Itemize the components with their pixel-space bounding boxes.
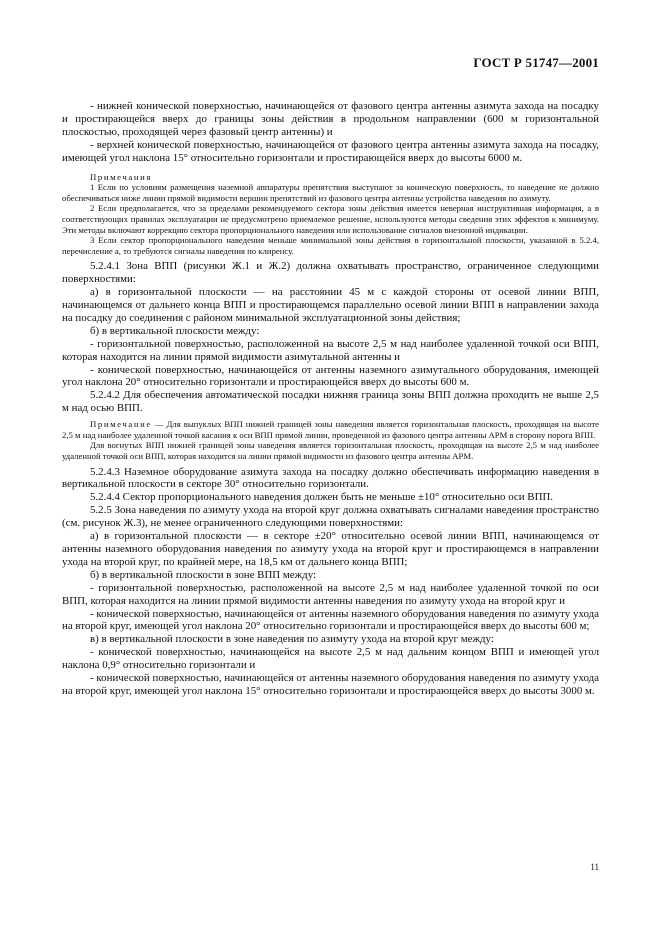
- document-code: ГОСТ Р 51747—2001: [473, 55, 599, 70]
- paragraph: б) в вертикальной плоскости между:: [90, 324, 260, 337]
- paragraph: - горизонтальной поверхностью, расположенной на высоте 2,5 м над наиболее удаленной точкой оси ВПП, которая находится на линии прямой видимости азимутальной антенны и: [62, 337, 599, 363]
- paragraph: - конической поверхностью, начинающейся от антенны наземного оборудования наведения по азимуту ухода на второй круг, имеющей угол наклона 20° относительно горизонтали и простирающейся вверх до высоты 600 м;: [62, 607, 599, 633]
- note-label: Примечание: [90, 419, 152, 430]
- paragraph: б) в вертикальной плоскости в зоне ВПП между:: [90, 568, 317, 581]
- paragraph: 5.2.4.2 Для обеспечения автоматической посадки нижняя граница зоны ВПП должна проходить не выше 2,5 м над осью ВПП.: [62, 389, 599, 415]
- notes-heading: Примечания: [90, 171, 152, 182]
- paragraph: 5.2.5 Зона наведения по азимуту ухода на второй круг должна охватывать сигналами наведения пространство (см. рисунок Ж.3), не менее ограниченного следующими поверхностями:: [62, 504, 599, 530]
- paragraph: в) в вертикальной плоскости в зоне наведения по азимуту ухода на второй круг между:: [90, 633, 494, 646]
- page-body: [62, 100, 599, 698]
- paragraph: - конической поверхностью, начинающейся от антенны наземного азимутального оборудования, имеющей угол наклона 20° относительно горизонтали и простирающейся вверх до высоты 600 м.: [62, 363, 599, 389]
- paragraph: - нижней конической поверхностью, начинающейся от фазового центра антенны азимута захода на посадку и простирающейся вверх до границы зоны действия в продольном направлении (600 м горизонтальной плоскостью, проходящей через фазовый центр антенны) и: [62, 100, 599, 138]
- paragraph: 5.2.4.1 Зона ВПП (рисунки Ж.1 и Ж.2) должна охватывать пространство, ограниченное следующими поверхностями:: [62, 260, 599, 286]
- note: [62, 419, 599, 440]
- paragraph: - конической поверхностью, начинающейся на высоте 2,5 м над дальним концом ВПП и имеющей угол наклона 0,9° относительно горизонтали и: [62, 646, 599, 672]
- paragraph: 5.2.4.4 Сектор пропорционального наведения должен быть не меньше ±10° относительно оси ВПП.: [90, 491, 554, 504]
- note-item: 2 Если предполагается, что за пределами рекомендуемого сектора зоны действия имеется неверная инструктивная информация, а в соответствующих правилах эксплуатации не предусмотрено приемлемое решение, используются методы сведения этих эффектов к минимуму. Эти методы включают коррекцию сектора пропорционального наведения или использование сигналов внезонной индикации.: [62, 203, 599, 235]
- note-item: 3 Если сектор пропорционального наведения меньше минимальной зоны действия в горизонтальной плоскости, указанной в 5.2.4, перечисление а, то требуются сигналы наведения по клиренсу.: [62, 235, 599, 256]
- paragraph: - конической поверхностью, начинающейся от антенны наземного оборудования наведения по азимуту ухода на второй круг, имеющей угол наклона 15° относительно горизонтали и простирающейся вверх до высоты 3000 м.: [62, 672, 599, 697]
- paragraph: а) в горизонтальной плоскости — в секторе ±20° относительно осевой линии ВПП, начинающемся от антенны наземного оборудования наведения по азимуту ухода на второй круг и простирающемся в направлении ухода на второй круг, по крайней мере, на 18,5 км от дальнего конца ВПП;: [62, 530, 599, 568]
- note-text: — Для выпуклых ВПП нижней границей зоны наведения является горизонтальная плоскость, проходящая на высоте 2,5 м над наиболее удаленной точкой касания к оси ВПП прямой линии, проведенной из фазового центра антенны АРМ в сторону порога ВПП.: [62, 419, 599, 440]
- note-item: 1 Если по условиям размещения наземной аппаратуры препятствия выступают за коническую поверхность, то наведение не должно обеспечиваться ниже линии прямой видимости вершин препятствий из фазового центра антенны устройства наведения по азимуту.: [62, 182, 599, 203]
- paragraph: - горизонтальной поверхностью, расположенной на высоте 2,5 м над наиболее удаленной точкой по оси ВПП, которая находится на линии прямой видимости антенны наведения по азимуту ухода на второй круг и: [62, 581, 599, 607]
- paragraph: а) в горизонтальной плоскости — на расстоянии 45 м с каждой стороны от осевой линии ВПП, начинающемся от дальнего конца ВПП и простирающемся параллельно осевой линии ВПП в направлении захода на посадку до соединения с районом минимальной эксплуатационной зоны действия;: [62, 286, 599, 324]
- paragraph: 5.2.4.3 Наземное оборудование азимута захода на посадку должно обеспечивать информацию наведения в вертикальной плоскости в секторе 30° относительно горизонтали.: [62, 465, 599, 491]
- page-number: 11: [590, 862, 599, 872]
- note: Для вогнутых ВПП нижней границей зоны наведения является горизонтальная плоскость, проходящая на высоте 2,5 м над наиболее удаленной точкой оси ВПП, которая находится на линии прямой видимости из фазового центра антенны АРМ.: [62, 440, 599, 461]
- paragraph: - верхней конической поверхностью, начинающейся от фазового центра антенны азимута захода на посадку, имеющей угол наклона 15° относительно горизонтали и простирающейся вверх до высоты 6000 м.: [62, 138, 599, 164]
